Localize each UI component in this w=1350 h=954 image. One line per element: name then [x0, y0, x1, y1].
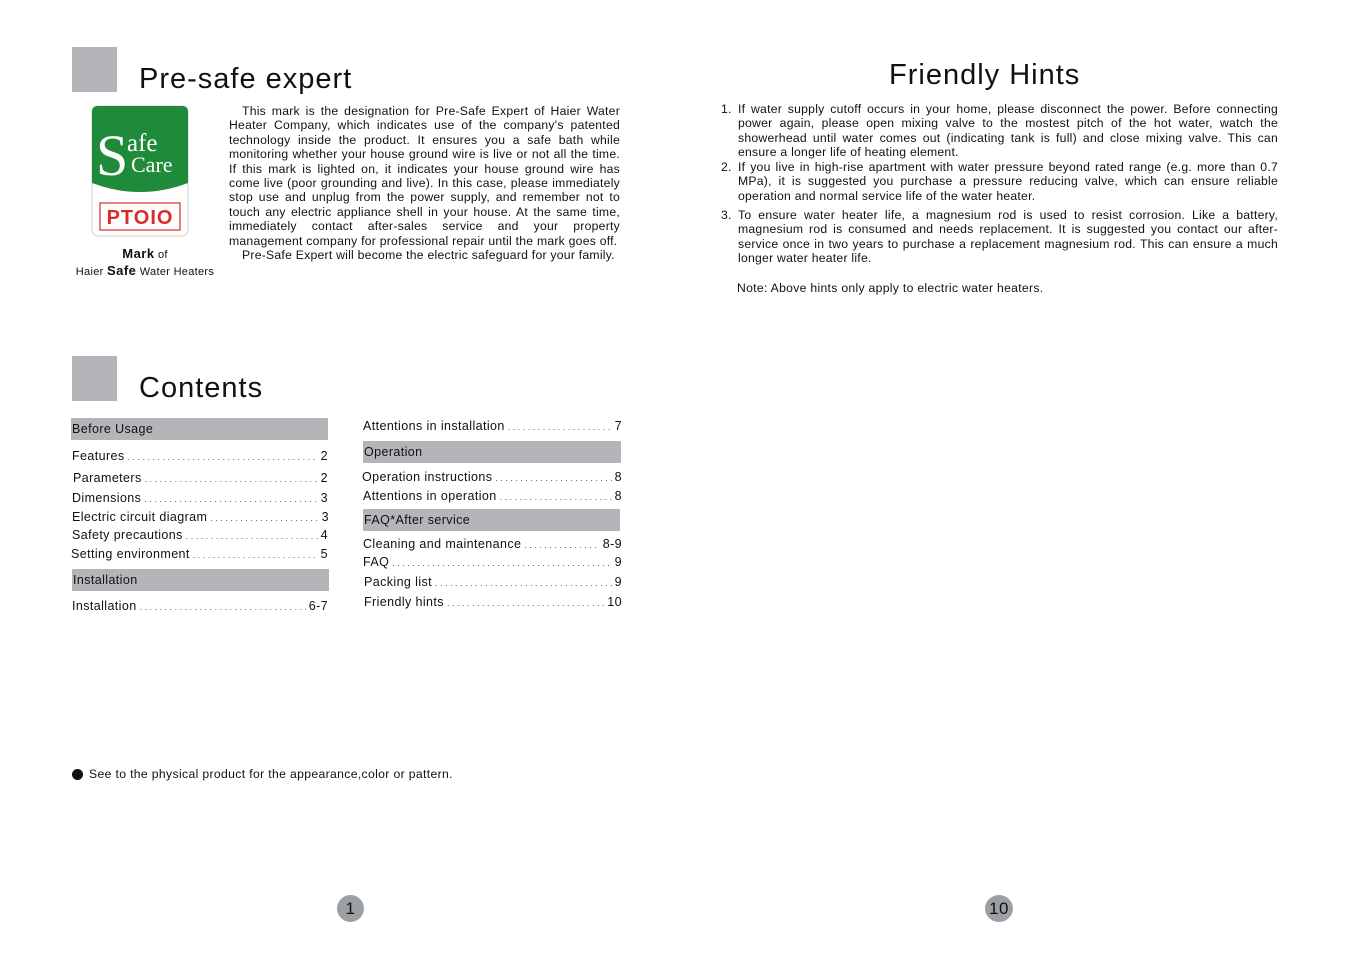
hint-item	[718, 160, 1278, 203]
hint-number: 2.	[721, 160, 732, 174]
logo-s-letter: S	[96, 123, 129, 188]
toc-section-operation: Operation	[363, 441, 621, 463]
safe-care-logo	[91, 105, 189, 237]
toc-item[interactable]: Dimensions . . . 3	[72, 491, 328, 505]
presafe-paragraph-2: Pre-Safe Expert will become the electric safeguard for your family.	[242, 248, 615, 263]
hint-text: To ensure water heater life, a magnesium rod is used to resist corrosion. Like a battery, magnesium rod is consumed and needs replacement. It is suggested you contact our after-service once in two years to purchase a replacement magnesium rod. This can ensure a much longer water heater life.	[738, 208, 1278, 266]
presafe-title: Pre-safe expert	[139, 63, 353, 95]
toc-item[interactable]: Electric circuit diagram . . . 3	[72, 510, 329, 524]
hint-item	[718, 102, 1278, 160]
toc-item[interactable]: Setting environment . . . 5	[71, 547, 328, 561]
caption-mark: Mark	[122, 246, 155, 261]
toc-item[interactable]: Friendly hints . . . 10	[364, 595, 622, 609]
toc-section-faq-after-service: FAQ*After service	[363, 509, 620, 531]
friendly-hints-title: Friendly Hints	[889, 59, 1081, 91]
hints-note: Note: Above hints only apply to electric water heaters.	[737, 281, 1044, 295]
section-marker-square	[72, 47, 117, 92]
toc-item[interactable]: Parameters . . . 2	[73, 471, 328, 485]
toc-item[interactable]: Features . . . 2	[72, 449, 328, 463]
toc-item[interactable]: Safety precautions . . . 4	[72, 528, 328, 542]
logo-caption	[68, 246, 222, 280]
caption-haier: Haier	[75, 266, 104, 278]
bullet-icon	[72, 769, 83, 780]
toc-section-installation: Installation	[72, 569, 329, 591]
hint-text: If you live in high-rise apartment with water pressure beyond rated range (e.g. more than 0.7 MPa), it is suggested you purchase a pressure reducing valve, which can ensure reliable operation and normal service life of the water heater.	[738, 160, 1278, 203]
toc-item[interactable]: Installation . . . 6-7	[72, 599, 328, 613]
logo-badge-text: PTOIO	[106, 207, 174, 229]
toc-item[interactable]: Attentions in installation . . . 7	[363, 419, 622, 433]
hint-number: 3.	[721, 208, 732, 222]
caption-rest: Water Heaters	[139, 266, 215, 278]
hint-text: If water supply cutoff occurs in your home, please disconnect the power. Before connecting power again, please open mixing valve to the mostest pitch of the hot water, watch the showerhead until water comes out (indicating tank is full) and close mixing valve. This can ensure a longer life of heating element.	[738, 102, 1278, 160]
toc-item[interactable]: Packing list . . . 9	[364, 575, 622, 589]
section-marker-square	[72, 356, 117, 401]
toc-section-before-usage: Before Usage	[71, 418, 328, 440]
logo-care-text: Care	[131, 152, 173, 177]
footnote-text: See to the physical product for the appearance,color or pattern.	[89, 767, 453, 781]
caption-safe: Safe	[106, 263, 137, 278]
page-number-right: 10	[985, 895, 1013, 922]
toc-item[interactable]: Cleaning and maintenance . . . 8-9	[363, 537, 622, 551]
logo-afe-text: afe	[127, 130, 158, 157]
hint-item	[718, 208, 1278, 266]
toc-item[interactable]: FAQ . . . 9	[363, 555, 622, 569]
toc-item[interactable]: Attentions in operation . . . 8	[363, 489, 622, 503]
page-number-left: 1	[337, 895, 364, 922]
presafe-paragraph-1: This mark is the designation for Pre-Safe Expert of Haier Water Heater Company, which indicates use of the company's patented technology inside the product. It ensures you a safe bath while monitoring whether your house ground wire is live or not all the time. If this mark is lighted on, it indicates your house ground wire has come live (poor grounding and live). In this case, please immediately stop use and unplug from the power supply, and remember not to touch any electric appliance shell in your house. At the same time, immediately contact after-sales service and your property management company for professional repair until the mark goes off.	[229, 104, 620, 248]
presafe-body	[229, 104, 620, 262]
contents-title: Contents	[139, 372, 264, 404]
caption-of: of	[157, 249, 168, 261]
hint-number: 1.	[721, 102, 732, 116]
appearance-footnote	[72, 767, 453, 781]
toc-item[interactable]: Operation instructions . . . 8	[362, 470, 622, 484]
